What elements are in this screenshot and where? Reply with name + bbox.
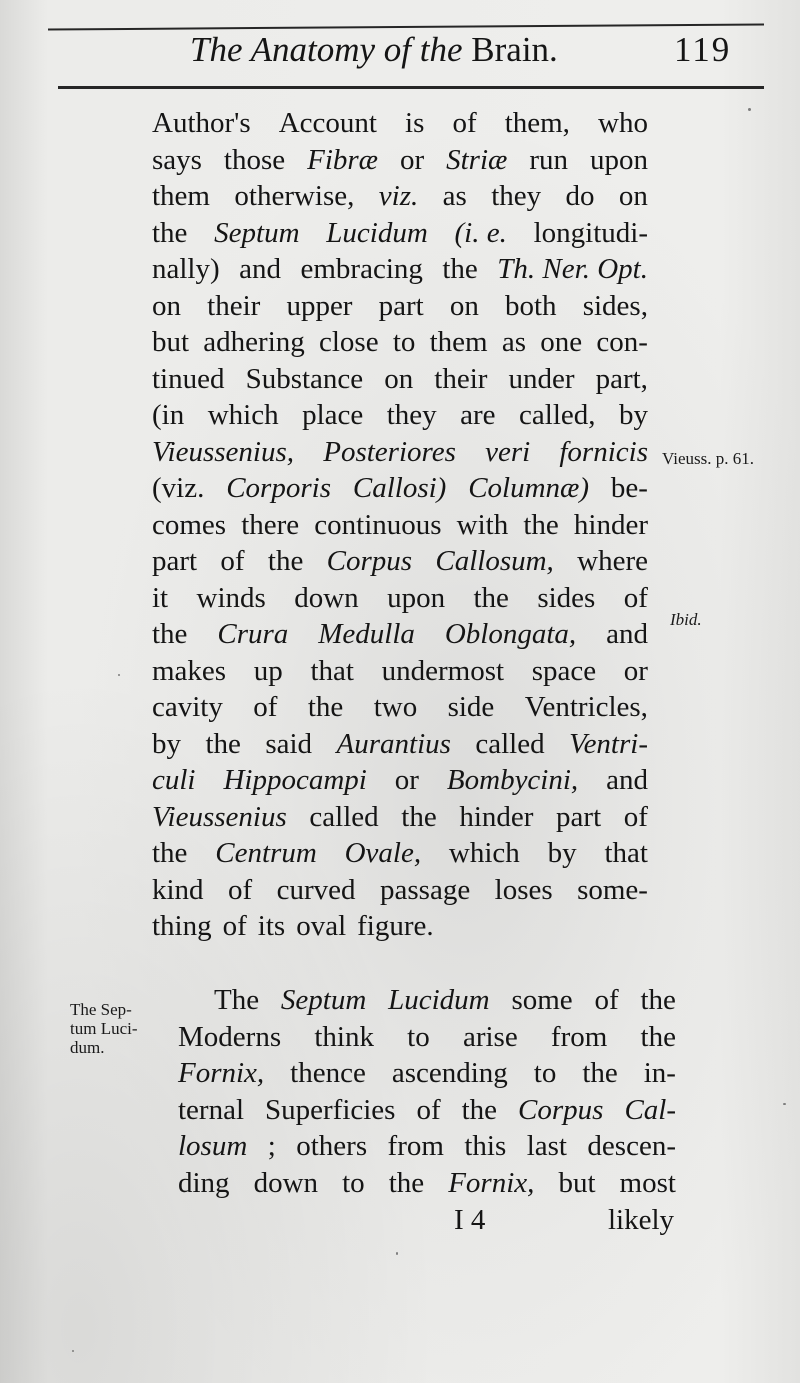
word: upper xyxy=(286,289,353,322)
word: that xyxy=(604,837,648,869)
word: down xyxy=(294,581,359,614)
word: and xyxy=(606,764,648,796)
word: arise xyxy=(462,1020,518,1053)
header-rule xyxy=(58,86,764,89)
word: as xyxy=(442,180,467,212)
word: Septum xyxy=(214,216,300,249)
text-line xyxy=(152,251,648,287)
word: sides xyxy=(537,581,596,614)
word: culi xyxy=(152,764,196,796)
word: some xyxy=(511,984,573,1016)
word: ternal xyxy=(178,1093,245,1126)
word: most xyxy=(619,1166,676,1199)
word: descen- xyxy=(587,1130,676,1162)
word: the xyxy=(582,1057,618,1089)
word: think xyxy=(314,1020,374,1053)
word: Ovale, xyxy=(344,837,422,869)
word: them, xyxy=(504,107,570,139)
word: one xyxy=(540,326,583,358)
word: or xyxy=(623,654,648,687)
word: that xyxy=(310,654,354,687)
word: viz. xyxy=(378,180,419,212)
word: their xyxy=(434,362,488,395)
word: to xyxy=(407,1020,430,1053)
word: be- xyxy=(610,472,648,504)
sidenote-line: tum Luci- xyxy=(70,1019,138,1038)
text-line xyxy=(152,324,648,360)
word: on xyxy=(449,289,479,322)
word: hinder xyxy=(459,800,534,833)
word: side xyxy=(447,691,495,723)
word: it xyxy=(152,581,169,614)
word: where xyxy=(577,545,648,577)
word: Superficies xyxy=(265,1093,396,1126)
word: down xyxy=(253,1166,319,1199)
word: The xyxy=(214,984,260,1016)
word: space xyxy=(531,654,597,687)
word: nally) xyxy=(152,253,220,285)
text-line xyxy=(178,1128,676,1164)
word: tinued xyxy=(152,362,225,395)
word: kind xyxy=(152,873,204,906)
text-line xyxy=(152,653,648,689)
word: but xyxy=(558,1166,596,1199)
text-line xyxy=(178,1165,676,1201)
word: of xyxy=(452,107,477,139)
word: ding xyxy=(178,1166,230,1199)
catchword: likely xyxy=(608,1204,675,1236)
word: Fornix, xyxy=(448,1166,535,1199)
word: hinder xyxy=(573,508,648,541)
word: ascending xyxy=(391,1057,508,1089)
word: others xyxy=(296,1130,368,1162)
word: from xyxy=(387,1130,444,1162)
word: Account xyxy=(278,107,377,139)
word: Lucidum xyxy=(326,216,428,249)
text-line xyxy=(152,689,648,725)
margin-reference-vieussenius: Vieuss. p. 61. xyxy=(662,449,755,468)
word: Ventricles, xyxy=(524,691,648,723)
running-head xyxy=(190,30,558,70)
word: Fibræ xyxy=(307,143,379,176)
running-head-word: of xyxy=(383,30,420,69)
word: them xyxy=(152,180,210,212)
word: Medulla xyxy=(318,618,415,650)
word: the xyxy=(401,800,437,833)
word: as xyxy=(501,326,527,358)
word: this xyxy=(464,1130,507,1162)
text-line xyxy=(152,543,648,579)
word: figure. xyxy=(357,910,434,942)
word: its xyxy=(257,910,286,942)
word: of xyxy=(623,581,648,614)
signature-mark: I 4 xyxy=(454,1204,486,1236)
word: and xyxy=(239,253,282,285)
word: Hippocampi xyxy=(223,764,367,796)
word: undermost xyxy=(381,654,505,687)
word: makes xyxy=(152,654,227,687)
word: on xyxy=(152,289,181,322)
word: do xyxy=(565,180,595,212)
word: the xyxy=(473,581,509,614)
word: Author's xyxy=(152,107,251,139)
text-line xyxy=(152,397,648,433)
word: thence xyxy=(290,1057,366,1089)
word: called xyxy=(309,800,379,833)
word: the xyxy=(267,545,304,577)
word: Corpus xyxy=(518,1093,604,1126)
word: Columnæ) xyxy=(468,472,590,504)
text-line xyxy=(152,799,648,835)
word: on xyxy=(384,362,414,395)
word: Bombycini, xyxy=(446,764,579,796)
word: them xyxy=(429,326,488,358)
word: the xyxy=(205,727,241,760)
word: Cal- xyxy=(624,1093,676,1126)
word: to xyxy=(342,1166,365,1199)
word: Corpus xyxy=(326,545,413,577)
word: there xyxy=(241,508,300,541)
word: Crura xyxy=(217,618,289,650)
word: close xyxy=(319,326,379,358)
word: loses xyxy=(494,873,553,906)
word: of xyxy=(220,545,245,577)
word: two xyxy=(373,691,418,723)
word: adhering xyxy=(203,326,305,358)
word: veri xyxy=(485,435,531,468)
word: place xyxy=(302,399,364,431)
word: winds xyxy=(196,581,266,614)
word: on xyxy=(618,180,648,212)
word: and xyxy=(606,618,648,650)
word: fornicis xyxy=(559,435,648,468)
text-line xyxy=(152,580,648,616)
text-line xyxy=(178,1055,676,1091)
paper-speck xyxy=(118,674,120,676)
word: losum xyxy=(178,1130,248,1162)
word: Vieussenius xyxy=(152,800,287,833)
word: the xyxy=(640,984,676,1016)
word: Ventri- xyxy=(569,727,648,760)
word: Vieussenius, xyxy=(152,435,295,468)
word: continuous xyxy=(314,508,442,541)
word: of xyxy=(228,873,253,906)
word: part xyxy=(152,545,198,577)
word: their xyxy=(207,289,261,322)
word: they xyxy=(386,399,437,431)
word: last xyxy=(526,1130,567,1162)
word: Posteriores xyxy=(323,435,456,468)
word: the xyxy=(307,691,344,723)
word: oval xyxy=(296,910,347,942)
word: called xyxy=(475,727,545,760)
word: which xyxy=(207,399,279,431)
text-line xyxy=(152,762,648,798)
text-line xyxy=(152,726,648,762)
word: in- xyxy=(643,1057,676,1089)
text-line xyxy=(152,908,648,944)
running-head-word: Anatomy xyxy=(250,30,384,69)
word: upon xyxy=(589,143,648,176)
text-line xyxy=(152,215,648,251)
word: the xyxy=(152,618,188,650)
word: otherwise, xyxy=(234,180,355,212)
sidenote-line: The Sep- xyxy=(70,1000,132,1019)
word: Callosum, xyxy=(435,545,554,577)
word: ; xyxy=(267,1130,276,1162)
word: Lucidum xyxy=(388,984,490,1016)
word: Corporis xyxy=(226,472,331,504)
running-head-word: The xyxy=(190,30,251,69)
word: the xyxy=(152,837,188,869)
running-head-word: Brain. xyxy=(471,30,558,69)
word: of xyxy=(416,1093,441,1126)
word: by xyxy=(152,727,181,760)
word: said xyxy=(265,727,313,760)
word: the xyxy=(442,253,478,285)
running-head-word: the xyxy=(419,30,472,69)
text-line xyxy=(152,178,648,214)
word: the xyxy=(388,1166,425,1199)
word: the xyxy=(523,508,559,541)
word: or xyxy=(399,143,425,176)
word: who xyxy=(598,107,648,139)
paper-speck xyxy=(748,108,751,111)
text-line xyxy=(152,616,648,652)
sidenote-line: dum. xyxy=(70,1038,105,1057)
word: part xyxy=(556,800,602,833)
word: called, xyxy=(519,399,596,431)
word: con- xyxy=(596,326,648,358)
word: by xyxy=(619,399,648,431)
word: of xyxy=(594,984,619,1016)
word: but xyxy=(152,326,190,358)
paper-speck xyxy=(72,1350,74,1352)
margin-reference-ibid: Ibid. xyxy=(670,610,702,629)
word: curved xyxy=(276,873,356,906)
word: (viz. xyxy=(152,472,205,504)
word: of xyxy=(623,800,648,833)
text-line xyxy=(152,105,648,141)
word: longitudi- xyxy=(533,216,648,249)
text-line xyxy=(152,288,648,324)
paper-speck xyxy=(396,1252,398,1255)
word: part xyxy=(378,289,424,322)
word: or xyxy=(394,764,419,796)
word: is xyxy=(405,107,425,139)
word: Septum xyxy=(280,984,367,1016)
word: Moderns xyxy=(178,1020,282,1053)
text-line xyxy=(214,982,676,1018)
page-number: 119 xyxy=(674,30,732,69)
word: up xyxy=(253,654,283,687)
text-line xyxy=(152,507,648,543)
word: Substance xyxy=(245,362,364,395)
word: says xyxy=(152,143,202,176)
word: to xyxy=(392,326,416,358)
word: Callosi) xyxy=(352,472,447,504)
word: comes xyxy=(152,508,227,541)
word: by xyxy=(547,837,577,869)
word: Fornix, xyxy=(178,1057,265,1089)
text-line xyxy=(152,872,648,908)
word: (in xyxy=(152,399,185,431)
word: Striæ xyxy=(446,143,508,176)
word: Aurantius xyxy=(336,727,451,760)
word: sides, xyxy=(582,289,648,322)
word: the xyxy=(461,1093,498,1126)
word: Oblongata, xyxy=(444,618,577,650)
word: run xyxy=(529,143,569,176)
text-line xyxy=(152,835,648,871)
word: of xyxy=(222,910,247,942)
word: some- xyxy=(577,873,648,906)
word: upon xyxy=(387,581,446,614)
text-line xyxy=(152,434,648,470)
word: embracing xyxy=(300,253,423,285)
word: thing xyxy=(152,910,212,942)
word: (i. e. xyxy=(454,216,507,249)
word: part, xyxy=(595,362,648,395)
text-line xyxy=(152,470,648,506)
word: to xyxy=(533,1057,557,1089)
text-line xyxy=(178,1092,676,1128)
word: those xyxy=(223,143,286,176)
word: with xyxy=(456,508,509,541)
word: they xyxy=(491,180,542,212)
word: the xyxy=(640,1020,676,1053)
word: of xyxy=(253,691,278,723)
word: the xyxy=(152,216,188,249)
word: Centrum xyxy=(215,837,317,869)
word: under xyxy=(508,362,575,395)
word: cavity xyxy=(152,691,223,723)
text-line xyxy=(152,142,648,178)
text-line xyxy=(152,361,648,397)
text-line xyxy=(178,1019,676,1055)
word: both xyxy=(504,289,557,322)
word: which xyxy=(448,837,520,869)
word: from xyxy=(550,1020,608,1053)
paper-speck xyxy=(783,1103,786,1105)
word: are xyxy=(460,399,496,431)
word: passage xyxy=(380,873,471,906)
word: Th. Ner. Opt. xyxy=(497,253,648,285)
